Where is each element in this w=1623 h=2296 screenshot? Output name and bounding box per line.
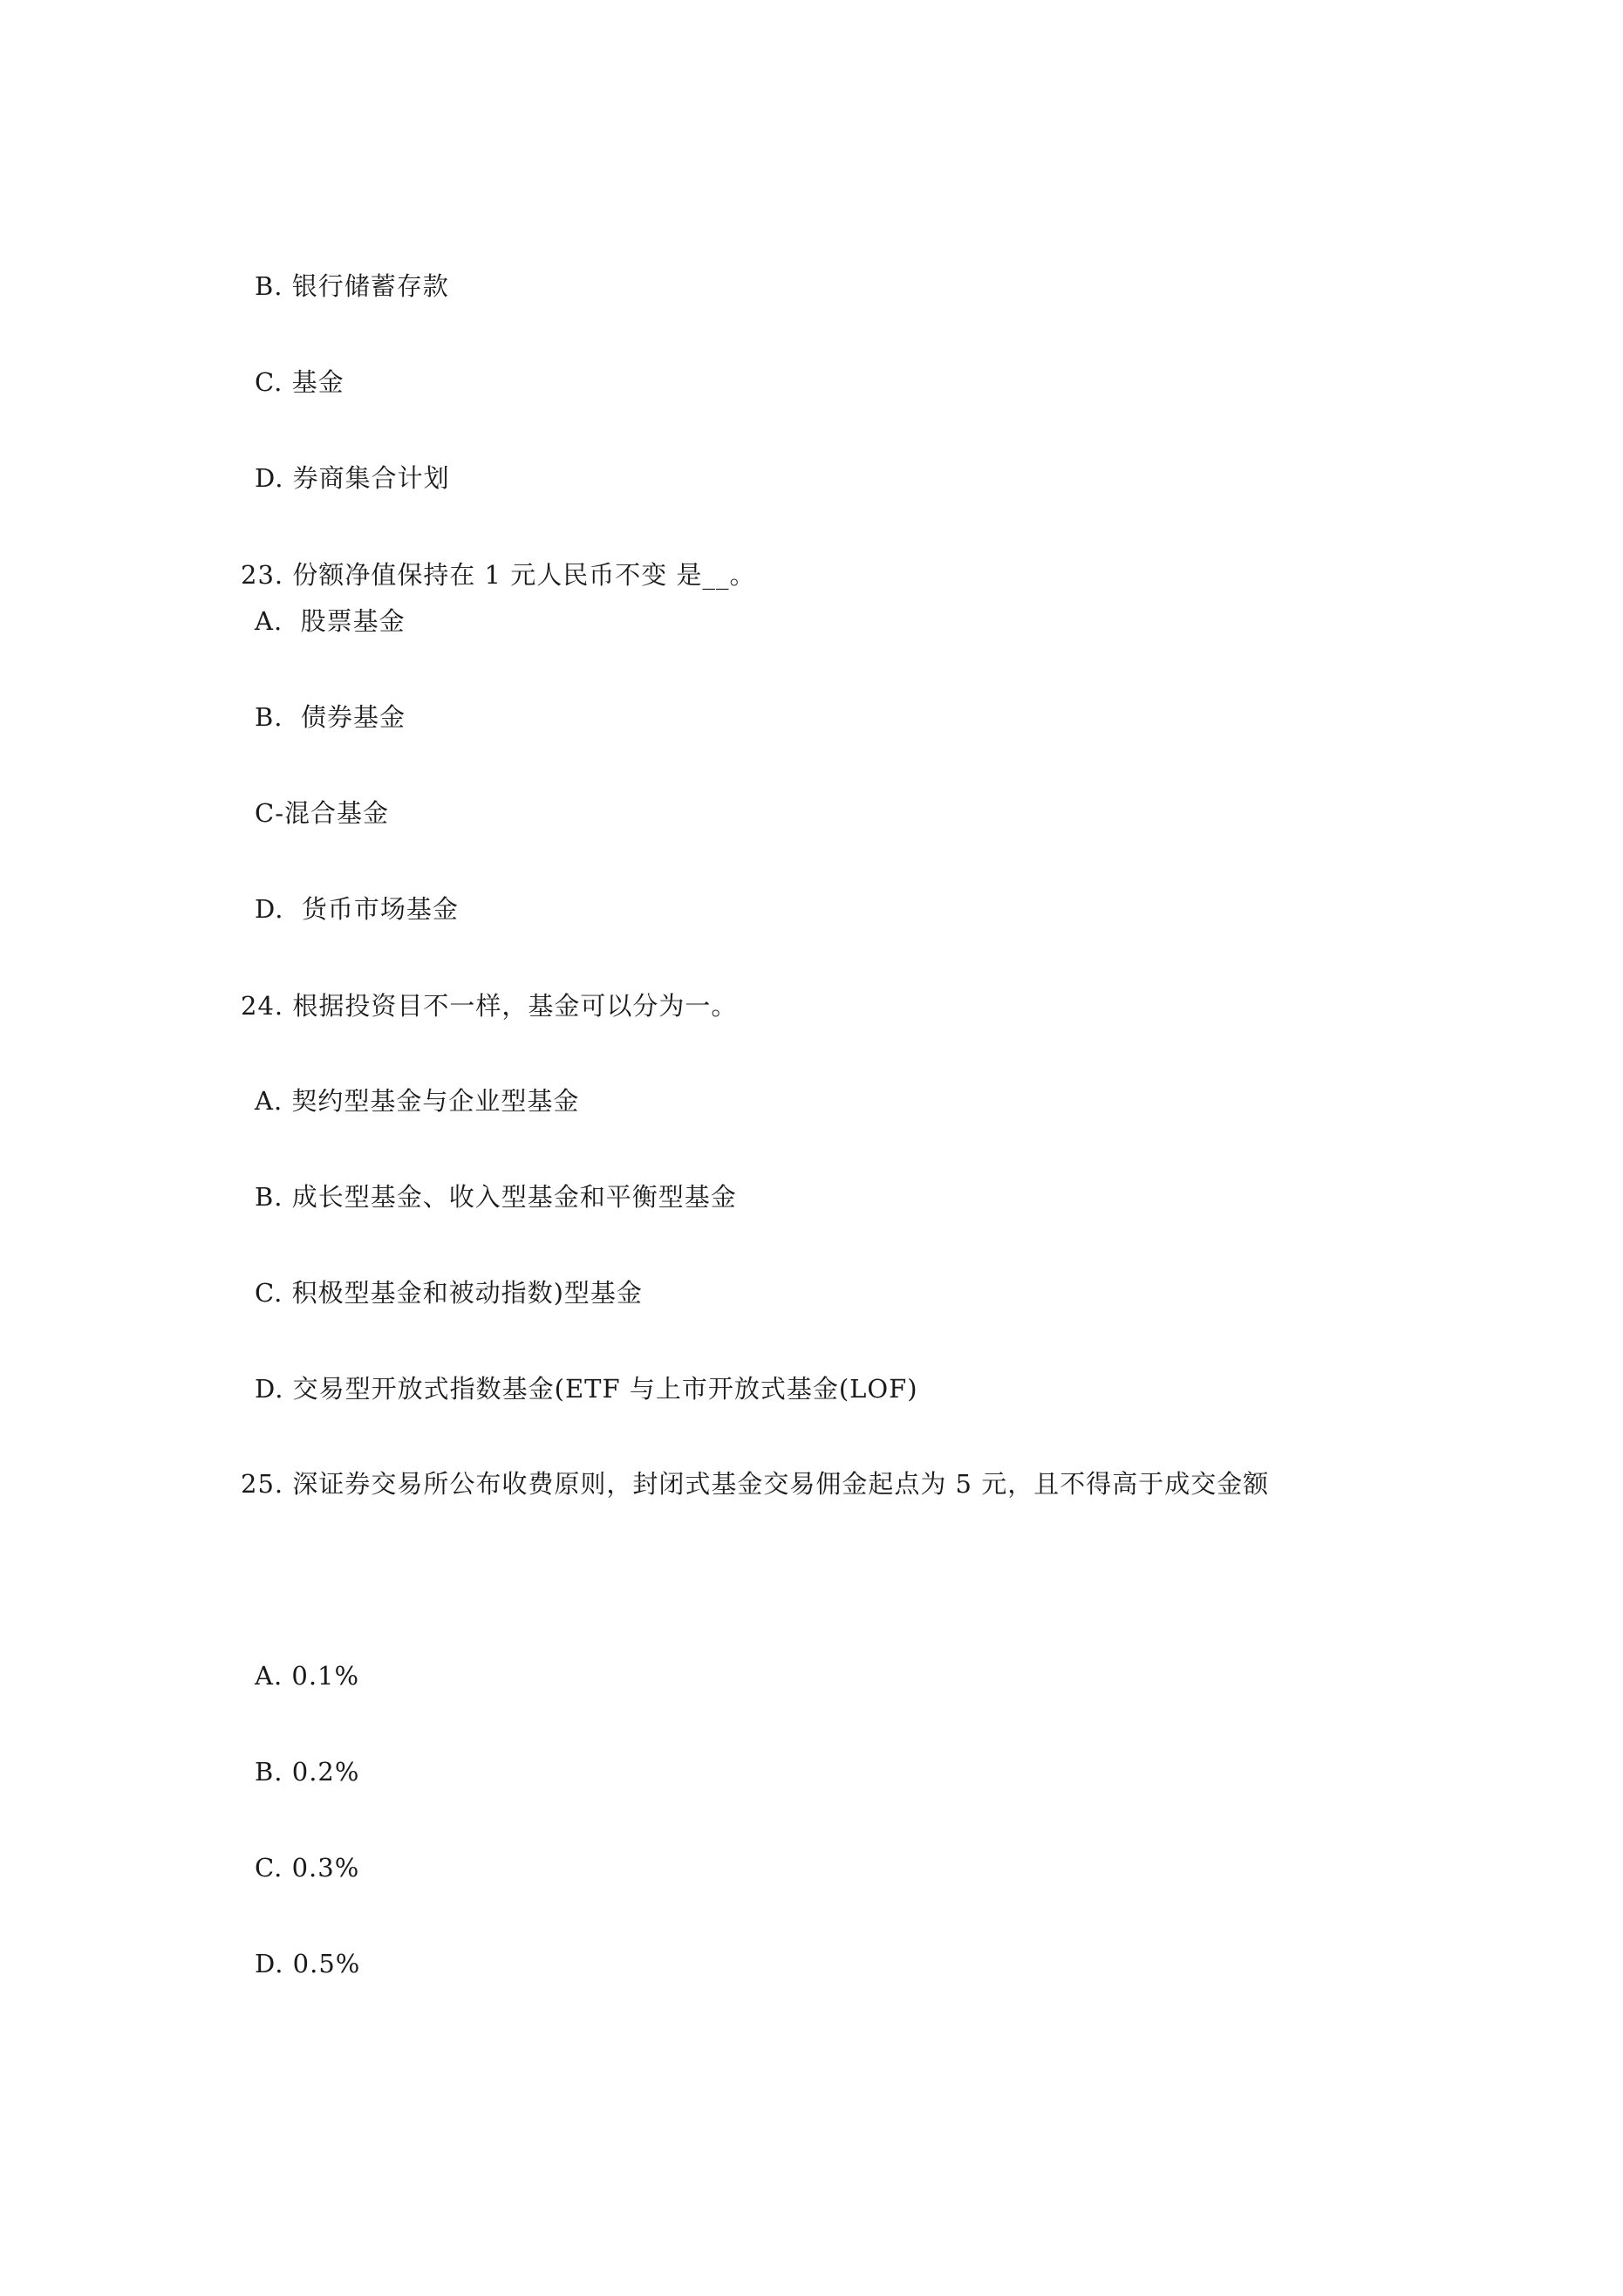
q23-option-b: B. 债券基金: [255, 702, 406, 732]
q24-option-c: C. 积极型基金和被动指数)型基金: [255, 1278, 643, 1308]
q25-option-d: D. 0.5%: [255, 1949, 361, 1978]
q24-option-b: B. 成长型基金、收入型基金和平衡型基金: [255, 1182, 737, 1212]
q23-option-a: A. 股票基金: [255, 606, 406, 636]
q25-option-c: C. 0.3%: [255, 1853, 360, 1883]
q25-option-b: B. 0.2%: [255, 1757, 360, 1787]
q22-option-b: B. 银行储蓄存款: [255, 271, 449, 301]
q25-option-a: A. 0.1%: [255, 1661, 360, 1691]
q23-option-d: D. 货币市场基金: [255, 894, 459, 924]
q24-option-a: A. 契约型基金与企业型基金: [255, 1086, 580, 1116]
q24-stem: 24. 根据投资目不一样，基金可以分为一。: [241, 991, 738, 1021]
q23-stem: 23. 份额净值保持在 1 元人民币不变 是__。: [241, 560, 756, 590]
q22-option-d: D. 券商集合计划: [255, 463, 450, 493]
q23-option-c: C-混合基金: [255, 798, 389, 828]
q25-stem: 25. 深证券交易所公布收费原则，封闭式基金交易佣金起点为 5 元，且不得高于成交金额: [241, 1469, 1270, 1499]
q22-option-c: C. 基金: [255, 367, 344, 397]
q24-option-d: D. 交易型开放式指数基金(ETF 与上市开放式基金(LOF): [255, 1374, 918, 1404]
